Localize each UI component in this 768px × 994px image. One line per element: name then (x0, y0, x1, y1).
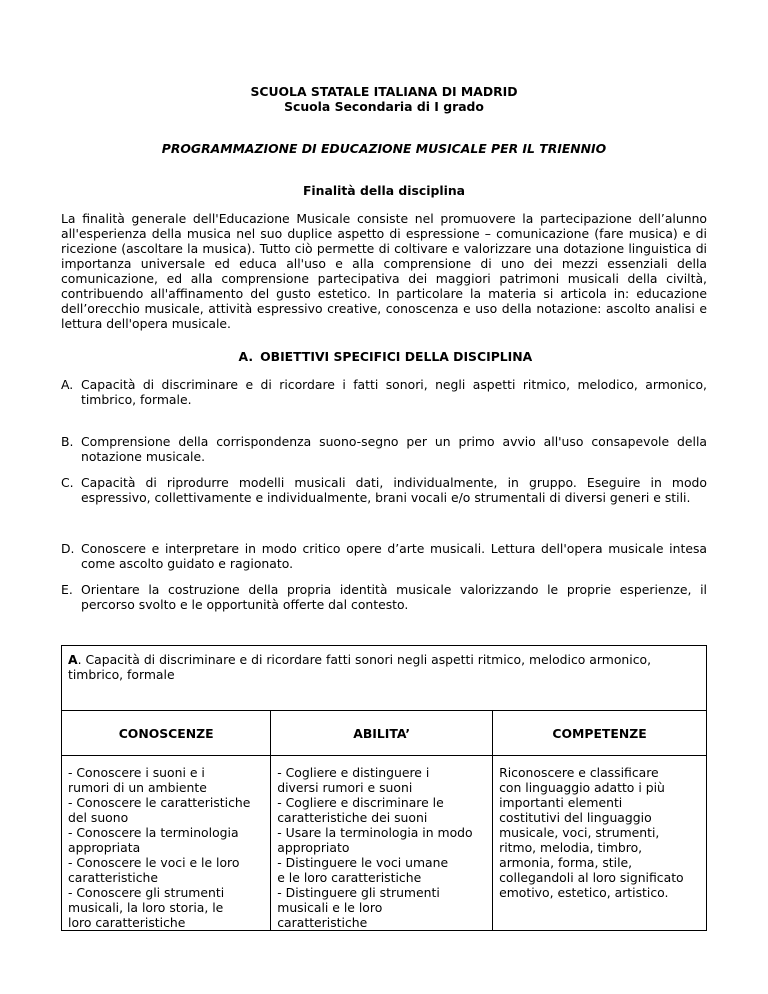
competenze-line: musicale, voci, strumenti, (499, 825, 660, 840)
abilita-cell (271, 756, 493, 931)
competenze-line: armonia, forma, stile, (499, 855, 633, 870)
objective-text: Capacità di riprodurre modelli musicali dati, individualmente, in gruppo. Eseguire in modo espressivo, collettivamente e individualmente, brani vocali e/o strumentali di diversi generi e stili. (81, 475, 707, 505)
objective-item (61, 377, 707, 407)
conoscenze-line: - Conoscere i suoni e i (68, 765, 205, 780)
objective-letter: D. (61, 541, 75, 556)
competences-table (61, 645, 707, 931)
competenze-line: ritmo, melodia, timbro, (499, 840, 643, 855)
abilita-line: musicali e le loro (277, 900, 383, 915)
program-title: PROGRAMMAZIONE DI EDUCAZIONE MUSICALE PER IL TRIENNIO (161, 141, 607, 156)
school-subtitle: Scuola Secondaria di I grado (284, 99, 484, 114)
conoscenze-line: caratteristiche (68, 870, 159, 885)
school-name: SCUOLA STATALE ITALIANA DI MADRID (250, 84, 518, 99)
abilita-line: - Distinguere le voci umane (277, 855, 449, 870)
objective-item (61, 582, 707, 612)
objective-letter: B. (61, 434, 74, 449)
competenze-cell (493, 756, 707, 931)
conoscenze-line: - Conoscere la terminologia (68, 825, 239, 840)
objective-letter: E. (61, 582, 73, 597)
abilita-line: e le loro caratteristiche (277, 870, 422, 885)
objective-text: Comprensione della corrispondenza suono-segno per un primo avvio all'uso consapevole della notazione musicale. (81, 434, 707, 464)
abilita-line: - Distinguere gli strumenti (277, 885, 440, 900)
conoscenze-line: musicali, la loro storia, le (68, 900, 224, 915)
abilita-line: caratteristiche dei suoni (277, 810, 428, 825)
objective-item (61, 475, 707, 505)
finalita-heading: Finalità della disciplina (302, 183, 466, 198)
conoscenze-line: rumori di un ambiente (68, 780, 207, 795)
competenze-line: emotivo, estetico, artistico. (499, 885, 669, 900)
finalita-paragraph: La finalità generale dell'Educazione Musicale consiste nel promuovere la partecipazione dell’alunno all'esperienza della musica nel suo duplice aspetto di espressione – comunicazione (fare musica) e di ricezione (ascoltare la musica). Tutto ciò permette di coltivare e valorizzare una dotazione linguistica di importanza universale ed educa all'uso e alla comprensione di uno dei mezzi essenziali della comunicazione, ed alla comprensione partecipativa dei maggiori patrimoni musicali della civiltà, contribuendo all'affinamento del gusto estetico. In particolare la materia si articola in: educazione dell’orecchio musicale, attività espressivo creative, conoscenza e uso della notazione: ascolto analisi e lettura dell'opera musicale. (61, 211, 707, 331)
objective-text: Conoscere e interpretare in modo critico opere d’arte musicali. Lettura dell'opera musicale intesa come ascolto guidato e ragionato. (81, 541, 707, 571)
abilita-line: diversi rumori e suoni (277, 780, 413, 795)
objective-letter: A. (61, 377, 74, 392)
conoscenze-line: - Conoscere le voci e le loro (68, 855, 240, 870)
conoscenze-line: - Conoscere gli strumenti (68, 885, 225, 900)
objective-text: Orientare la costruzione della propria identità musicale valorizzando le proprie esperienze, il percorso svolto e le opportunità offerte dal contesto. (81, 582, 707, 612)
objective-text: Capacità di discriminare e di ricordare i fatti sonori, negli aspetti ritmico, melodico, armonico, timbrico, formale. (81, 377, 707, 407)
objective-item (61, 434, 707, 464)
header-competenze: COMPETENZE (493, 711, 707, 756)
competenze-line: collegandoli al loro significato (499, 870, 684, 885)
conoscenze-cell (62, 756, 271, 931)
header-abilita: ABILITA’ (271, 711, 493, 756)
competenze-line: costitutivi del linguaggio (499, 810, 652, 825)
header-conoscenze: CONOSCENZE (62, 711, 271, 756)
objective-letter: C. (61, 475, 74, 490)
table-caption-letter: A (68, 652, 78, 667)
conoscenze-line: - Conoscere le caratteristiche (68, 795, 251, 810)
competenze-line: importanti elementi (499, 795, 623, 810)
abilita-line: appropriato (277, 840, 350, 855)
obiettivi-heading-text: OBIETTIVI SPECIFICI DELLA DISCIPLINA (260, 349, 533, 364)
table-caption (62, 646, 707, 711)
abilita-line: - Cogliere e distinguere i (277, 765, 430, 780)
abilita-line: - Usare la terminologia in modo (277, 825, 473, 840)
obiettivi-heading-number: A. (238, 349, 254, 364)
competenze-line: con linguaggio adatto i più (499, 780, 665, 795)
abilita-line: caratteristiche (277, 915, 368, 930)
abilita-line: - Cogliere e discriminare le (277, 795, 444, 810)
conoscenze-line: del suono (68, 810, 129, 825)
conoscenze-line: appropriata (68, 840, 141, 855)
table-caption-text: . Capacità di discriminare e di ricordare fatti sonori negli aspetti ritmico, melodico armonico, timbrico, formale (68, 652, 652, 682)
objective-item (61, 541, 707, 571)
obiettivi-heading (0, 349, 768, 364)
conoscenze-line: loro caratteristiche (68, 915, 186, 930)
competenze-line: Riconoscere e classificare (499, 765, 659, 780)
